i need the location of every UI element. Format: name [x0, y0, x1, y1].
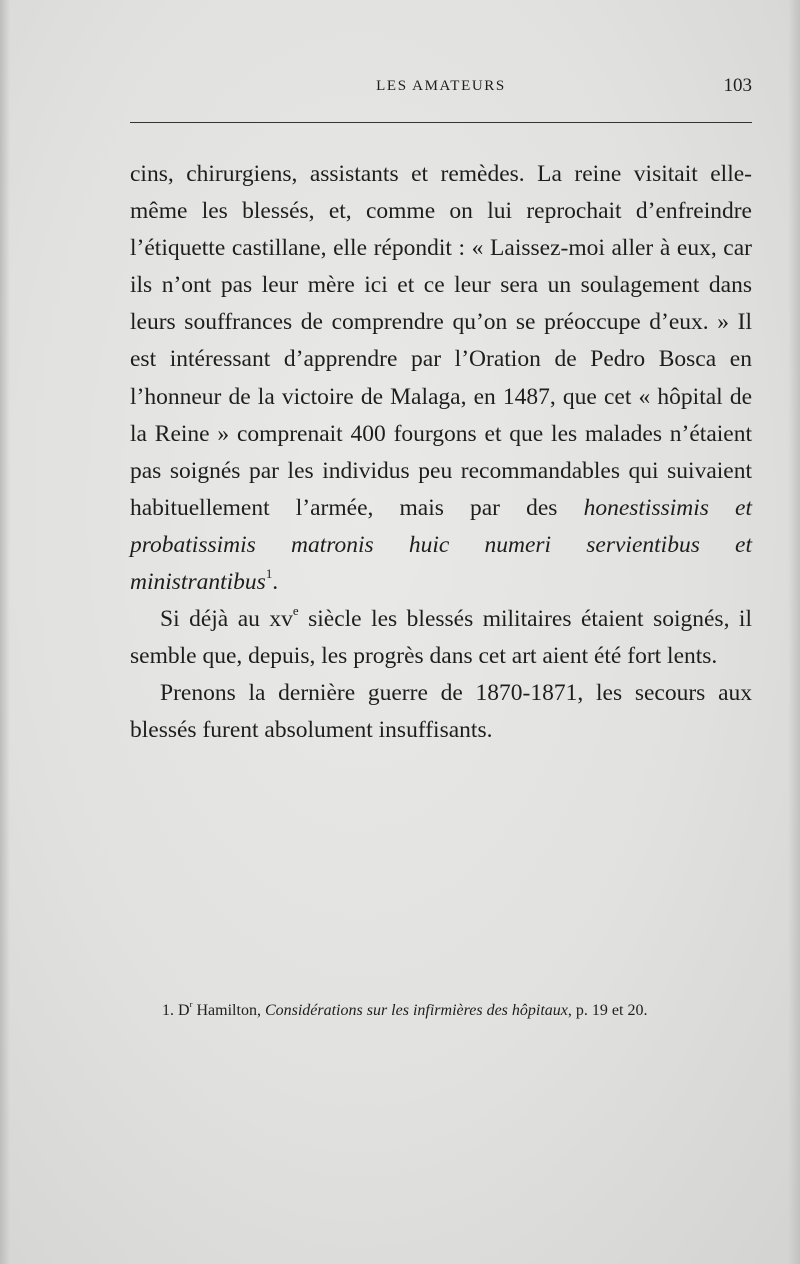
footnote-title: Considérations sur les infirmières des hôpitaux: [264, 1002, 568, 1019]
century-superscript: e: [292, 603, 299, 619]
footnote-author-superscript: r: [189, 999, 193, 1010]
running-head-title: LES AMATEURS: [376, 78, 506, 94]
paragraph-1-text: cins, chirurgiens, assistants et remèdes. La reine visitait elle-même les blessés, et, comme on lui reprochait d’enfreindre l’étiquette castillane, elle répondit : « Laissez-moi aller à eux, car ils n’ont pas leur mère ici et ce leur sera un soulagement dans leurs souffrances de comprendre qu’on se préoccupe d’eux. » Il est intéressant d’apprendre par l’Oration de Pedro Bosca en l’honneur de la victoire de Malaga, en 1487, que cet « hôpital de la Reine » comprenait 400 fourgons et que les malades n’étaient pas soignés par les individus peu recommandables qui suivaient habituellement l’armée, mais par des: [130, 161, 752, 521]
footnote-pages: , p. 19 et 20.: [567, 1002, 648, 1019]
paragraph-3: Prenons la dernière guerre de 1870-1871, les secours aux blessés furent absolument insuffisants.: [130, 680, 752, 744]
header-rule: [130, 122, 752, 123]
page-shadow-left: [0, 0, 10, 1264]
latin-quotation: honestissimis et probatissimis matronis huic numeri servientibus et ministrantibus: [130, 494, 752, 596]
page-number: 103: [723, 75, 752, 96]
century-numeral: xv: [269, 606, 293, 633]
page-shadow-right: [788, 0, 800, 1264]
footnote-author-name: Hamilton,: [192, 1002, 265, 1019]
footnote-1: [130, 998, 752, 1023]
running-head: [130, 75, 752, 102]
paragraph-1: [130, 156, 752, 601]
footnote-author-prefix: D: [178, 1002, 190, 1019]
paragraph-2: [130, 601, 752, 675]
body-text: [130, 156, 752, 750]
paragraph-2-text-a: Si déjà au: [160, 606, 270, 633]
footnote-reference: 1: [265, 566, 273, 582]
footnotes: [130, 998, 752, 1023]
paragraph-1-end: .: [272, 569, 279, 596]
paragraph-2-text-b: siècle les blessés militaires étaient soignés, il semble que, depuis, les progrès dans cet art aient été fort lents.: [130, 606, 752, 670]
footnote-number: 1.: [162, 1002, 174, 1019]
